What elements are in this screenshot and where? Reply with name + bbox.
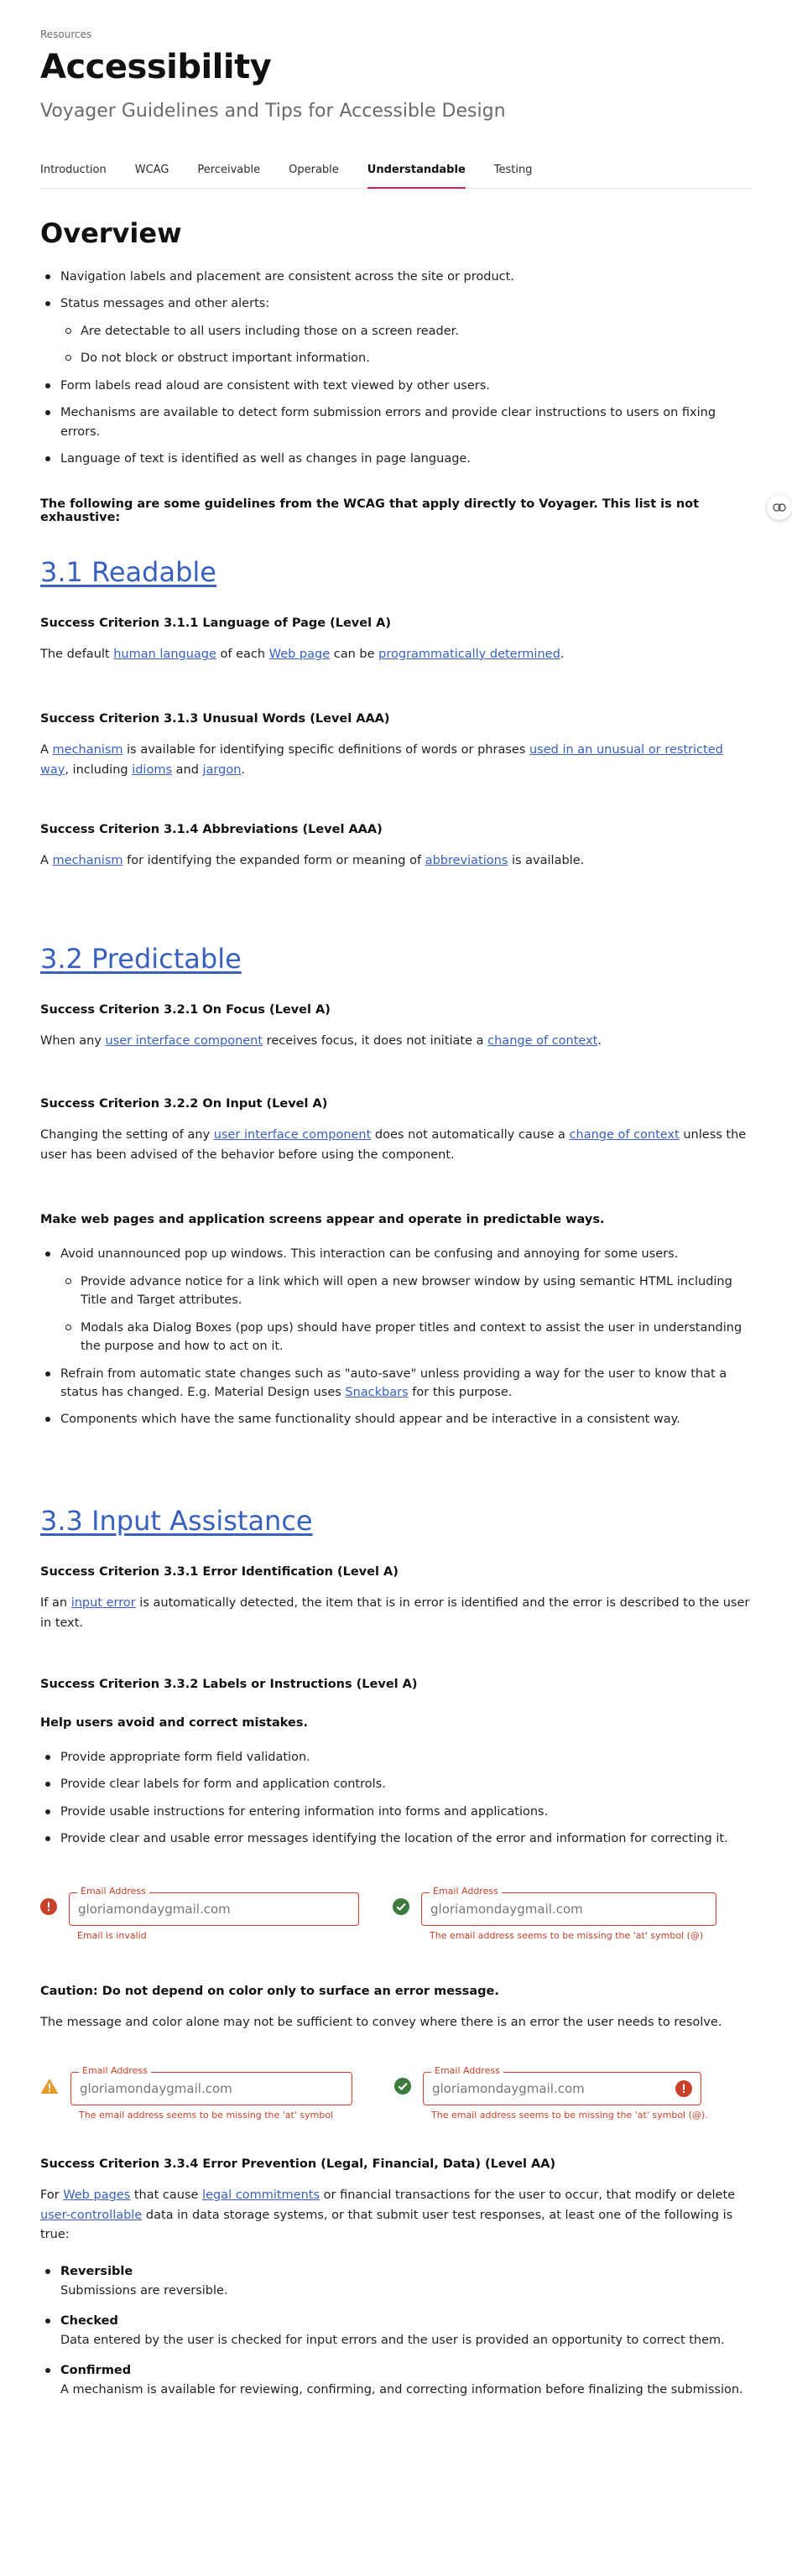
criterion-text: When any user interface component receives focus, it does not initiate a change of context. [40, 1034, 602, 1049]
example-bad [40, 2065, 352, 2121]
definition-description: Data entered by the user is checked for input errors and the user is provided an opportunity to correct them. [60, 2333, 725, 2347]
email-field-value: gloriamondaygmail.com [430, 1901, 583, 1917]
link-icon [773, 503, 786, 512]
tab-wcag[interactable]: WCAG [134, 164, 169, 176]
list-item [40, 2262, 752, 2300]
tab-bar [40, 152, 752, 189]
glossary-link[interactable]: change of context [569, 1128, 680, 1142]
list-item: Modals aka Dialog Boxes (pop ups) should have proper titles and context to assist the user in understanding the purpose and how to act on it. [60, 1319, 752, 1356]
list-item: Refrain from automatic state changes such as "auto-save" unless providing a way for the user to know that a status has changed. E.g. Material Design uses Snackbars for this purpose. [40, 1365, 752, 1402]
glossary-link[interactable]: mechanism [52, 853, 123, 867]
glossary-link[interactable]: mechanism [52, 742, 123, 757]
example-bad [40, 1886, 359, 1941]
warning-icon [40, 2078, 59, 2095]
email-field-label: Email Address [431, 2065, 503, 2076]
glossary-link[interactable]: idioms [132, 762, 173, 777]
list-item: Provide appropriate form field validation. [40, 1748, 752, 1767]
email-field-value: gloriamondaygmail.com [432, 2080, 585, 2096]
definition-term: Reversible [60, 2265, 133, 2279]
field-error-message: The email address seems to be missing the 'at' symbol (@). [431, 2109, 708, 2121]
definition-term: Confirmed [60, 2364, 132, 2378]
criterion-title: Success Criterion 3.3.1 Error Identification (Level A) [40, 1564, 399, 1579]
list-item: Provide clear and usable error messages identifying the location of the error and information for correcting it. [40, 1829, 752, 1848]
criterion-title: Success Criterion 3.3.4 Error Prevention (Legal, Financial, Data) (Level AA) [40, 2157, 556, 2171]
criterion-text: If an input error is automatically detected, the item that is in error is identified and the error is described to the user in text. [40, 1595, 750, 1630]
criterion-title: Success Criterion 3.1.4 Abbreviations (Level AAA) [40, 822, 383, 836]
snackbars-link[interactable]: Snackbars [345, 1386, 409, 1400]
list-item [40, 1245, 752, 1356]
list-item: Provide clear labels for form and application controls. [40, 1775, 752, 1793]
glossary-link[interactable]: legal commitments [202, 2188, 320, 2202]
criterion-text: For Web pages that cause legal commitments or financial transactions for the user to occur, that modify or delete user-controllable data in data storage systems, or that submit user test responses, at least one of the following is true: [40, 2188, 736, 2242]
criterion-text: A mechanism is available for identifying specific definitions of words or phrases used in an unusual or restricted way, including idioms and jargon. [40, 742, 723, 777]
copy-link-button[interactable] [767, 495, 792, 520]
section-heading-input-assistance[interactable]: 3.3 Input Assistance [40, 1504, 313, 1537]
section-heading-readable[interactable]: 3.1 Readable [40, 555, 216, 588]
email-field[interactable] [70, 2072, 352, 2105]
list-item: Provide usable instructions for entering information into forms and applications. [40, 1803, 752, 1821]
list-item: Language of text is identified as well as changes in page language. [40, 450, 752, 468]
tab-understandable[interactable]: Understandable [367, 152, 494, 188]
sub-list [60, 1272, 752, 1356]
list-item: Do not block or obstruct important information. [60, 349, 752, 367]
tab-testing[interactable]: Testing [493, 164, 533, 176]
field-error-message: The email address seems to be missing the 'at' symbol (@) [430, 1929, 704, 1941]
check-icon [393, 1898, 409, 1915]
list-item: Are detectable to all users including those on a screen reader. [60, 322, 752, 341]
sub-list [60, 322, 752, 368]
definition-term: Checked [60, 2314, 118, 2329]
caution-heading: Caution: Do not depend on color only to surface an error message. [40, 1984, 499, 1998]
page-subtitle: Voyager Guidelines and Tips for Accessible Design [40, 101, 506, 122]
email-field-wrapper [421, 1886, 716, 1941]
criterion-title: Success Criterion 3.1.3 Unusual Words (Level AAA) [40, 711, 390, 726]
page-title: Accessibility [40, 48, 272, 86]
example-good [394, 2065, 708, 2121]
glossary-link[interactable]: change of context [487, 1034, 598, 1049]
tab-introduction[interactable]: Introduction [40, 164, 107, 176]
criterion-title: Success Criterion 3.2.1 On Focus (Level A) [40, 1003, 331, 1017]
overview-heading: Overview [40, 217, 182, 249]
section-heading-predictable[interactable]: 3.2 Predictable [40, 943, 242, 976]
list-item-text: Status messages and other alerts: [60, 297, 270, 311]
list-item: Mechanisms are available to detect form submission errors and provide clear instructions to users on fixing errors. [40, 403, 752, 441]
breadcrumb[interactable]: Resources [40, 29, 92, 40]
criterion-title: Success Criterion 3.3.2 Labels or Instructions (Level A) [40, 1677, 418, 1691]
email-field-label: Email Address [79, 2065, 151, 2076]
criterion-text: Changing the setting of any user interface component does not automatically cause a change of context unless the user has been advised of the behavior before using the component. [40, 1128, 747, 1163]
email-field-wrapper [69, 1886, 359, 1941]
email-field-label: Email Address [77, 1886, 149, 1897]
error-icon [40, 1898, 57, 1915]
criterion-text: A mechanism for identifying the expanded form or meaning of abbreviations is available. [40, 853, 585, 867]
email-field[interactable] [69, 1892, 359, 1926]
list-item [40, 2361, 752, 2399]
list-item: Navigation labels and placement are consistent across the site or product. [40, 268, 752, 286]
criterion-title: Success Criterion 3.2.2 On Input (Level A) [40, 1097, 328, 1111]
definition-description: Submissions are reversible. [60, 2283, 228, 2298]
list-item-text: Avoid unannounced pop up windows. This interaction can be confusing and annoying for some users. [60, 1247, 679, 1262]
tips-heading: Make web pages and application screens appear and operate in predictable ways. [40, 1213, 605, 1227]
definition-list [40, 2262, 752, 2399]
error-examples [40, 1886, 752, 1941]
predictable-tips-list [40, 1245, 752, 1429]
glossary-link[interactable]: human language [113, 647, 216, 661]
example-good [393, 1886, 716, 1941]
list-item: Provide advance notice for a link which will open a new browser window by using semantic HTML including Title and Target attributes. [60, 1272, 752, 1310]
email-field-wrapper [423, 2065, 708, 2121]
guidelines-intro: The following are some guidelines from the WCAG that apply directly to Voyager. This list is not exhaustive: [40, 497, 700, 524]
glossary-link[interactable]: user-controllable [40, 2208, 143, 2222]
field-error-message: Email is invalid [77, 1929, 147, 1941]
caution-text: The message and color alone may not be sufficient to convey where there is an error the user needs to resolve. [40, 2015, 722, 2029]
error-icon [675, 2080, 692, 2097]
glossary-link[interactable]: jargon [202, 762, 242, 777]
check-icon [394, 2078, 411, 2095]
glossary-link[interactable]: abbreviations [425, 853, 508, 867]
overview-list [40, 268, 752, 469]
email-field-wrapper [70, 2065, 352, 2121]
glossary-link[interactable]: programmatically determined [378, 647, 560, 661]
list-item: Components which have the same functionality should appear and be interactive in a consistent way. [40, 1410, 752, 1429]
definition-description: A mechanism is available for reviewing, confirming, and correcting information before finalizing the submission. [60, 2382, 743, 2396]
email-field[interactable] [421, 1892, 716, 1926]
email-field[interactable] [423, 2072, 701, 2105]
glossary-link[interactable]: user interface component [213, 1128, 372, 1142]
help-list [40, 1748, 752, 1849]
list-item [40, 294, 752, 367]
glossary-link[interactable]: Web page [268, 647, 331, 661]
glossary-link[interactable]: used in an unusual or restricted way [40, 742, 723, 777]
email-field-value: gloriamondaygmail.com [78, 1901, 231, 1917]
glossary-link[interactable]: Web pages [63, 2188, 131, 2202]
help-heading: Help users avoid and correct mistakes. [40, 1715, 309, 1730]
tab-perceivable[interactable]: Perceivable [197, 164, 261, 176]
field-error-message: The email address seems to be missing the 'at' symbol [79, 2109, 334, 2121]
list-item [40, 2312, 752, 2350]
glossary-link[interactable]: user interface component [105, 1034, 263, 1049]
list-item: Form labels read aloud are consistent with text viewed by other users. [40, 377, 752, 395]
criterion-title: Success Criterion 3.1.1 Language of Page (Level A) [40, 616, 391, 630]
glossary-link[interactable]: input error [70, 1595, 136, 1610]
criterion-text: The default human language of each Web page can be programmatically determined. [40, 647, 565, 661]
email-field-label: Email Address [430, 1886, 502, 1897]
tab-operable[interactable]: Operable [289, 164, 339, 176]
email-field-value: gloriamondaygmail.com [80, 2080, 232, 2096]
color-examples [40, 2065, 752, 2121]
